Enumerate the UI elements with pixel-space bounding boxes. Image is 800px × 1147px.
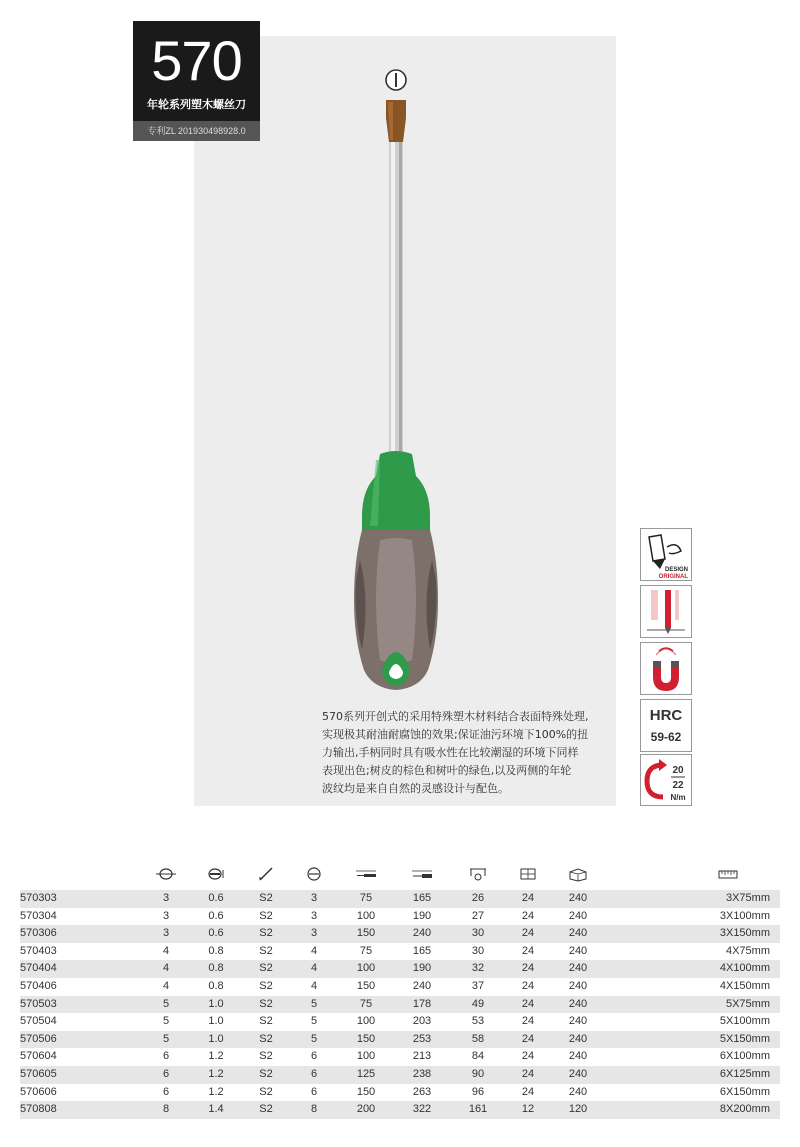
carton-qty-cell: 240 bbox=[568, 909, 588, 922]
tip-size-cell: 6 bbox=[310, 1085, 318, 1098]
blade-thickness-cell: 1.4 bbox=[208, 1103, 224, 1116]
svg-text:HRC: HRC bbox=[649, 707, 683, 724]
svg-text:DESIGN: DESIGN bbox=[664, 567, 688, 573]
inner-box-qty-cell: 12 bbox=[521, 1103, 535, 1116]
blade-thickness-cell: 1.2 bbox=[208, 1067, 224, 1080]
tip-size-cell: 4 bbox=[310, 979, 318, 992]
product-code-cell: 570506 bbox=[20, 1032, 57, 1045]
blade-width-cell: 4 bbox=[162, 944, 170, 957]
size-cell: 3X150mm bbox=[719, 927, 770, 940]
series-name: 年轮系列塑木螺丝刀 bbox=[147, 98, 246, 111]
total-length-cell: 165 bbox=[412, 892, 432, 904]
description-line: 波纹均是来自自然的灵感设计与配色。 bbox=[322, 782, 509, 795]
blade-thickness-cell: 0.6 bbox=[208, 927, 224, 940]
product-code-cell: 570605 bbox=[20, 1067, 57, 1080]
weight-cell: 53 bbox=[471, 1015, 485, 1028]
inner-box-qty-cell: 24 bbox=[521, 979, 535, 992]
spec-table-header bbox=[20, 862, 780, 890]
inner-box-qty-cell: 24 bbox=[521, 1032, 535, 1045]
table-row bbox=[20, 1048, 780, 1066]
blade-length-cell: 150 bbox=[356, 927, 376, 940]
carton-qty-cell: 240 bbox=[568, 979, 588, 992]
product-code-cell: 570306 bbox=[20, 927, 57, 940]
svg-text:N/m: N/m bbox=[670, 793, 686, 802]
tip-size-cell: 6 bbox=[310, 1067, 318, 1080]
tip-size-icon bbox=[304, 866, 324, 882]
blade-thickness-cell: 1.0 bbox=[208, 997, 224, 1010]
inner-box-qty-cell: 24 bbox=[521, 1015, 535, 1028]
total-length-cell: 165 bbox=[412, 944, 432, 957]
carton-qty-cell: 240 bbox=[568, 944, 588, 957]
tip-size-cell: 8 bbox=[310, 1103, 318, 1116]
weight-cell: 58 bbox=[471, 1032, 485, 1045]
total-length-icon bbox=[412, 866, 432, 882]
tip-size-cell: 3 bbox=[310, 892, 318, 904]
size-cell: 4X150mm bbox=[719, 979, 770, 992]
product-code-cell: 570606 bbox=[20, 1085, 57, 1098]
svg-text:20: 20 bbox=[672, 765, 684, 776]
model-number: 570 bbox=[151, 29, 242, 92]
table-row bbox=[20, 1013, 780, 1031]
product-code-cell: 570304 bbox=[20, 909, 57, 922]
magnetic-tip-badge bbox=[640, 642, 692, 695]
carton-qty-cell: 240 bbox=[568, 892, 588, 904]
weight-cell: 37 bbox=[471, 979, 485, 992]
blade-length-cell: 150 bbox=[356, 1032, 376, 1045]
tip-size-cell: 5 bbox=[310, 997, 318, 1010]
material-cell: S2 bbox=[259, 1015, 273, 1028]
inner-box-qty-cell: 24 bbox=[521, 909, 535, 922]
description-line: 570系列开创式的采用特殊塑木材料结合表面特殊处理, bbox=[322, 710, 589, 723]
weight-cell: 84 bbox=[471, 1050, 485, 1063]
description-line: 表现出色;树皮的棕色和树叶的绿色,以及两侧的年轮 bbox=[322, 764, 572, 777]
spec-table bbox=[20, 862, 780, 1119]
size-cell: 6X150mm bbox=[719, 1085, 770, 1098]
material-cell: S2 bbox=[259, 1032, 273, 1045]
material-cell: S2 bbox=[259, 1085, 273, 1098]
table-row bbox=[20, 978, 780, 996]
description-line: 力输出,手柄同时具有吸水性在比较潮湿的环境下同样 bbox=[322, 746, 579, 759]
blade-width-cell: 6 bbox=[162, 1067, 170, 1080]
carton-qty-cell: 240 bbox=[568, 997, 588, 1010]
table-row bbox=[20, 1084, 780, 1102]
blade-width-cell: 6 bbox=[162, 1085, 170, 1098]
svg-text:ORIGINAL: ORIGINAL bbox=[658, 574, 688, 580]
total-length-cell: 238 bbox=[412, 1067, 432, 1080]
total-length-cell: 203 bbox=[412, 1015, 432, 1028]
blade-length-icon bbox=[356, 866, 376, 882]
screwdriver-image bbox=[340, 60, 450, 700]
blade-width-cell: 3 bbox=[162, 927, 170, 940]
material-cell: S2 bbox=[259, 1103, 273, 1116]
hrc-hardness-icon bbox=[641, 700, 691, 751]
inner-box-qty-cell: 24 bbox=[521, 944, 535, 957]
blade-length-cell: 100 bbox=[356, 1050, 376, 1063]
table-row bbox=[20, 1066, 780, 1084]
blade-width-icon bbox=[156, 866, 176, 882]
blade-length-cell: 75 bbox=[359, 892, 373, 904]
material-cell: S2 bbox=[259, 944, 273, 957]
blade-thickness-cell: 1.0 bbox=[208, 1015, 224, 1028]
insulated-blade-badge bbox=[640, 585, 692, 638]
tip-size-cell: 3 bbox=[310, 927, 318, 940]
size-cell: 3X100mm bbox=[719, 909, 770, 922]
weight-cell: 30 bbox=[471, 944, 485, 957]
carton-qty-cell: 240 bbox=[568, 927, 588, 940]
magnet-icon bbox=[641, 643, 691, 694]
slotted-tip-icon bbox=[386, 70, 406, 90]
tip-size-cell: 6 bbox=[310, 1050, 318, 1063]
total-length-cell: 213 bbox=[412, 1050, 432, 1063]
blade-thickness-cell: 1.0 bbox=[208, 1032, 224, 1045]
blade-width-cell: 4 bbox=[162, 979, 170, 992]
inner-box-qty-cell: 24 bbox=[521, 962, 535, 975]
carton-qty-cell: 240 bbox=[568, 1085, 588, 1098]
weight-cell: 90 bbox=[471, 1067, 485, 1080]
blade-length-cell: 75 bbox=[359, 944, 373, 957]
table-row bbox=[20, 1031, 780, 1049]
material-cell: S2 bbox=[259, 927, 273, 940]
material-cell: S2 bbox=[259, 1067, 273, 1080]
inner-box-qty-cell: 24 bbox=[521, 997, 535, 1010]
material-cell: S2 bbox=[259, 909, 273, 922]
size-cell: 5X150mm bbox=[719, 1032, 770, 1045]
size-cell: 6X125mm bbox=[719, 1067, 770, 1080]
inner-box-icon bbox=[518, 866, 538, 882]
product-code-cell: 570503 bbox=[20, 997, 57, 1010]
material-cell: S2 bbox=[259, 1050, 273, 1063]
inner-box-qty-cell: 24 bbox=[521, 892, 535, 904]
design-original-badge bbox=[640, 528, 692, 581]
blade-length-cell: 150 bbox=[356, 979, 376, 992]
size-cell: 8X200mm bbox=[719, 1103, 770, 1116]
material-cell: S2 bbox=[259, 962, 273, 975]
product-code-cell: 570504 bbox=[20, 1015, 57, 1028]
tip-size-cell: 3 bbox=[310, 909, 318, 922]
product-code-cell: 570406 bbox=[20, 979, 57, 992]
blade-width-cell: 6 bbox=[162, 1050, 170, 1063]
carton-qty-cell: 240 bbox=[568, 962, 588, 975]
blade-width-cell: 8 bbox=[162, 1103, 170, 1116]
blade-thickness-cell: 0.8 bbox=[208, 962, 224, 975]
blade-thickness-cell: 0.8 bbox=[208, 979, 224, 992]
svg-text:22: 22 bbox=[672, 780, 684, 791]
size-cell: 4X75mm bbox=[725, 944, 770, 957]
carton-qty-cell: 240 bbox=[568, 1050, 588, 1063]
torque-arrow-icon bbox=[641, 755, 691, 805]
table-row bbox=[20, 890, 780, 908]
table-row bbox=[20, 960, 780, 978]
total-length-cell: 190 bbox=[412, 909, 432, 922]
blade-width-cell: 4 bbox=[162, 962, 170, 975]
size-cell: 5X75mm bbox=[725, 997, 770, 1010]
size-ruler-icon bbox=[718, 866, 738, 882]
blade-width-cell: 5 bbox=[162, 1015, 170, 1028]
blade-thickness-cell: 1.2 bbox=[208, 1085, 224, 1098]
carton-icon bbox=[568, 866, 588, 882]
tip-size-cell: 5 bbox=[310, 1015, 318, 1028]
material-cell: S2 bbox=[259, 979, 273, 992]
table-row bbox=[20, 1101, 780, 1119]
size-cell: 6X100mm bbox=[719, 1050, 770, 1063]
inner-box-qty-cell: 24 bbox=[521, 927, 535, 940]
total-length-cell: 240 bbox=[412, 927, 432, 940]
product-code-cell: 570604 bbox=[20, 1050, 57, 1063]
blade-thickness-cell: 1.2 bbox=[208, 1050, 224, 1063]
patent-number: 专利ZL 201930498928.0 bbox=[133, 121, 260, 141]
spec-table-body bbox=[20, 890, 780, 1119]
blade-length-cell: 100 bbox=[356, 1015, 376, 1028]
blade-thickness-icon bbox=[206, 866, 226, 882]
material-cell: S2 bbox=[259, 997, 273, 1010]
product-code-cell: 570404 bbox=[20, 962, 57, 975]
blade-length-cell: 75 bbox=[359, 997, 373, 1010]
tip-size-cell: 5 bbox=[310, 1032, 318, 1045]
weight-cell: 49 bbox=[471, 997, 485, 1010]
weight-cell: 32 bbox=[471, 962, 485, 975]
weight-cell: 26 bbox=[471, 892, 485, 904]
weight-cell: 96 bbox=[471, 1085, 485, 1098]
torque-badge bbox=[640, 754, 692, 806]
inner-box-qty-cell: 24 bbox=[521, 1050, 535, 1063]
blade-length-cell: 200 bbox=[356, 1103, 376, 1116]
inner-box-qty-cell: 24 bbox=[521, 1067, 535, 1080]
table-row bbox=[20, 943, 780, 961]
size-cell: 4X100mm bbox=[719, 962, 770, 975]
product-code-cell: 570303 bbox=[20, 892, 57, 904]
description-line: 实现极其耐油耐腐蚀的效果;保证油污环境下100%的扭 bbox=[322, 728, 589, 741]
hardness-badge bbox=[640, 699, 692, 752]
design-pen-icon bbox=[641, 529, 691, 580]
inner-box-qty-cell: 24 bbox=[521, 1085, 535, 1098]
material-icon bbox=[256, 866, 276, 882]
size-cell: 3X75mm bbox=[725, 892, 770, 904]
model-badge bbox=[133, 21, 260, 141]
blade-length-cell: 100 bbox=[356, 962, 376, 975]
total-length-cell: 178 bbox=[412, 997, 432, 1010]
total-length-cell: 190 bbox=[412, 962, 432, 975]
weight-cell: 161 bbox=[468, 1103, 488, 1116]
total-length-cell: 240 bbox=[412, 979, 432, 992]
size-cell: 5X100mm bbox=[719, 1015, 770, 1028]
product-code-cell: 570808 bbox=[20, 1103, 57, 1116]
carton-qty-cell: 240 bbox=[568, 1015, 588, 1028]
table-row bbox=[20, 996, 780, 1014]
weight-icon bbox=[468, 866, 488, 882]
carton-qty-cell: 240 bbox=[568, 1067, 588, 1080]
blade-length-cell: 125 bbox=[356, 1067, 376, 1080]
blade-thickness-cell: 0.8 bbox=[208, 944, 224, 957]
weight-cell: 30 bbox=[471, 927, 485, 940]
table-row bbox=[20, 925, 780, 943]
blade-width-cell: 5 bbox=[162, 997, 170, 1010]
tip-size-cell: 4 bbox=[310, 944, 318, 957]
svg-text:59-62: 59-62 bbox=[650, 730, 682, 744]
weight-cell: 27 bbox=[471, 909, 485, 922]
table-row bbox=[20, 908, 780, 926]
product-code-cell: 570403 bbox=[20, 944, 57, 957]
blade-width-cell: 5 bbox=[162, 1032, 170, 1045]
total-length-cell: 322 bbox=[412, 1103, 432, 1116]
tip-size-cell: 4 bbox=[310, 962, 318, 975]
blade-thickness-cell: 0.6 bbox=[208, 909, 224, 922]
total-length-cell: 253 bbox=[412, 1032, 432, 1045]
product-description bbox=[322, 708, 618, 798]
blade-width-cell: 3 bbox=[162, 909, 170, 922]
carton-qty-cell: 120 bbox=[568, 1103, 588, 1116]
blade-thickness-cell: 0.6 bbox=[208, 892, 224, 904]
total-length-cell: 263 bbox=[412, 1085, 432, 1098]
material-cell: S2 bbox=[259, 892, 273, 904]
blade-width-cell: 3 bbox=[162, 892, 170, 904]
blade-length-cell: 100 bbox=[356, 909, 376, 922]
blade-length-cell: 150 bbox=[356, 1085, 376, 1098]
carton-qty-cell: 240 bbox=[568, 1032, 588, 1045]
blade-cross-section-icon bbox=[641, 586, 691, 637]
